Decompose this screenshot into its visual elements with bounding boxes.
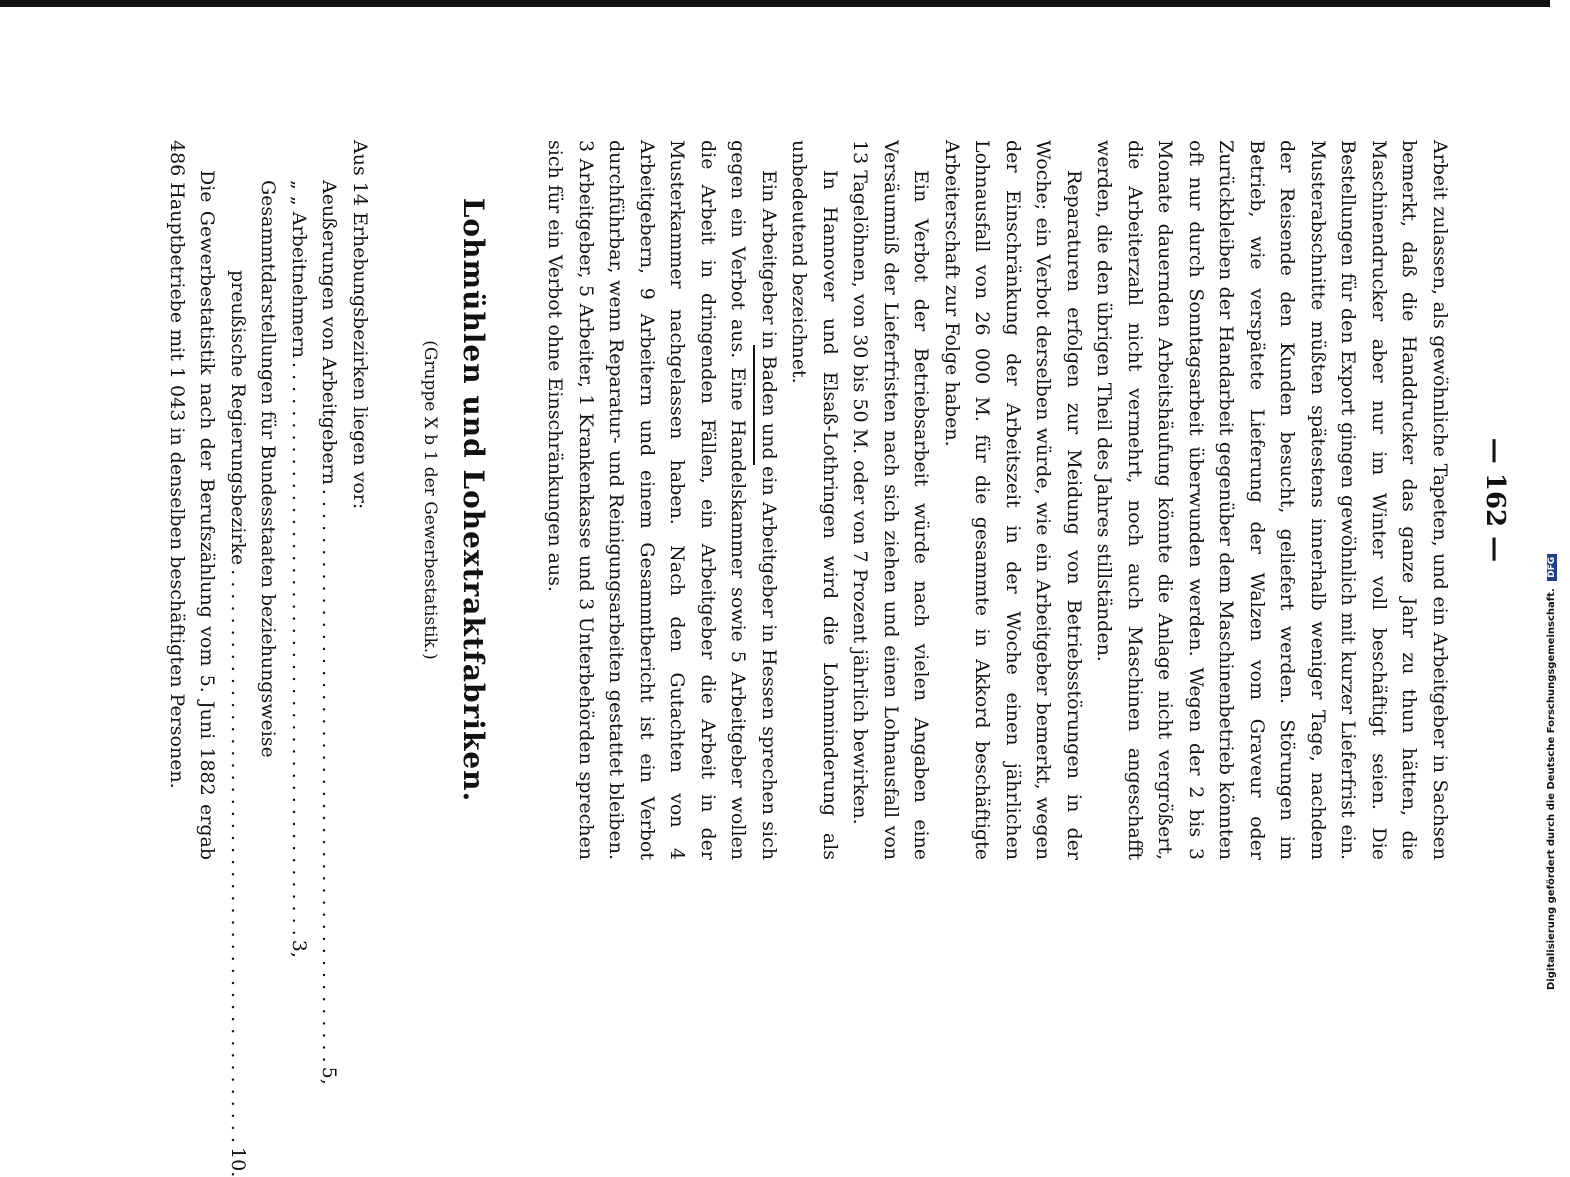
leader-dots: . . . . . . . . . . . . . . . . . . . . . . . . . . . . . . . . . . . . . . . . . . . . . . . .	[227, 569, 249, 1144]
dfg-logo: DFG	[1547, 554, 1557, 581]
stats-row	[253, 140, 284, 860]
leader-dots: . . . . . . . . . . . . . . . . . . . . . . . . . . . . . . . . . . . . . . . . . . . . . . . .	[288, 362, 310, 936]
digitization-note	[1546, 0, 1557, 990]
section-divider	[753, 345, 755, 465]
stats-label: „ „ Arbeitnehmern	[288, 180, 310, 358]
stats-value: 3,	[288, 939, 310, 958]
stats-row	[223, 140, 254, 1177]
stats-label: Aeußerungen von Arbeitgebern	[318, 180, 341, 485]
page-number: — 162 —	[1480, 437, 1510, 563]
scan-top-border	[0, 0, 1550, 7]
section-subheading: (Gruppe X b 1 der Gewerbestatistik.)	[420, 340, 440, 660]
leader-dots: . . . . . . . . . . . . . . . . . . . . . . . . . . . . . . . . . . . . . . . . . . . . . . . .	[318, 488, 341, 1063]
stats-intro: Aus 14 Erhebungsbezirken liegen vor:	[349, 140, 371, 510]
stats-label: Gesammtdarstellungen für Bundesstaaten beziehungsweise	[257, 180, 280, 758]
body-text	[540, 140, 1455, 860]
paragraph: Reparaturen erfolgen zur Meidung von Betriebsstörungen in der Woche; ein Verbot derselben würde, wie ein Arbeitgeber bemerkt, wegen der Einschränkung der Arbeitszeit in der Woche einen jährlichen Lohnausfall von 26 000 M. für die gesammte in Akkord beschäftigte Arbeiterschaft zur Folge haben.	[941, 140, 1085, 860]
document-page	[5, 10, 1565, 1177]
closing-paragraph: Die Gewerbestatistik nach der Berufszählung vom 5. Juni 1882 ergab 486 Hauptbetriebe mit 1 043 in denselben beschäftigten Personen.	[166, 140, 219, 860]
paragraph: Arbeit zulassen, als gewöhnliche Tapeten, und ein Arbeitgeber in Sachsen bemerkt, daß die Handdrucker das ganze Jahr zu thun hätten, die Maschinendrucker aber nur im Winter voll beschäftigt seien. Die Bestellungen für den Export gingen gewöhnlich mit kurzer Lieferfrist ein. Musterabschnitte müßten spätestens innerhalb weniger Tage, nachdem der Reisende den Kunden besucht, geliefert werden. Störungen im Betrieb, wie verspätete Lieferung der Walzen vom Graveur oder Zurückbleiben der Handarbeit gegenüber dem Maschinenbetrieb könnten oft nur durch Sonntagsarbeit überwunden werden. Wegen der 2 bis 3 Monate dauernden Arbeitshäufung könnte die Anlage nicht vergrößert, die Arbeiterzahl nicht vermehrt, noch auch Maschinen angeschafft werden, die den übrigen Theil des Jahres stillständen.	[1093, 140, 1451, 860]
paragraph: In Hannover und Elsaß-Lothringen wird die Lohnminderung als unbedeutend bezeichnet.	[788, 140, 841, 860]
digitization-note-text: Digitalisierung gefördert durch die Deutsche Forschungsgemeinschaft.	[1546, 588, 1557, 990]
stats-value: 10.	[227, 1147, 249, 1177]
paragraph: Ein Verbot der Betriebsarbeit würde nach vielen Angaben eine Versäumniß der Lieferfristen nach sich ziehen und einen Lohnausfall von 13 Tagelöhnen, von 30 bis 50 M. oder von 7 Prozent jährlich bewirken.	[849, 140, 933, 860]
stats-value: 5,	[318, 1066, 341, 1085]
section-heading: Lohmühlen und Lohextraktfabriken.	[457, 197, 490, 803]
statistics-block	[162, 140, 376, 1177]
stats-row	[284, 140, 315, 958]
stats-row	[314, 140, 345, 1085]
paragraph: Ein Arbeitgeber in Baden und ein Arbeitgeber in Hessen sprechen sich gegen ein Verbot aus. Eine Handelskammer sowie 5 Arbeitgeber wollen die Arbeit in dringenden Fällen, ein Arbeitgeber die Arbeit in der Musterkammer nachgelassen haben. Nach den Gutachten von 4 Arbeitgebern, 9 Arbeitern und einem Gesammtbericht ist ein Verbot durchführbar, wenn Reparatur- und Reinigungsarbeiten gestattet bleiben. 3 Arbeitgeber, 5 Arbeiter, 1 Krankenkasse und 3 Unterbehörden sprechen sich für ein Verbot ohne Einschränkungen aus.	[544, 140, 780, 860]
stats-label: preußische Regierungsbezirke	[227, 270, 249, 566]
